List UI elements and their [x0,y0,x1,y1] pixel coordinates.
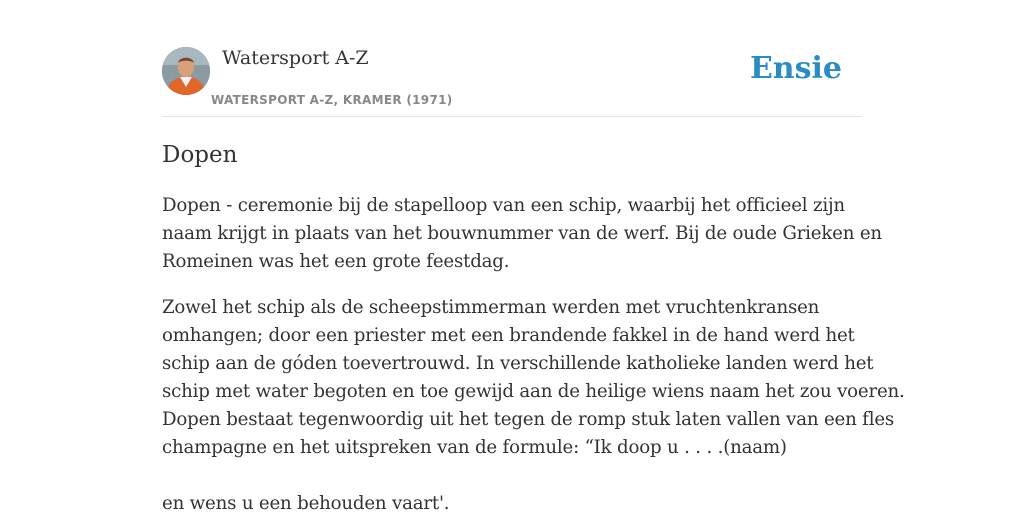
text-line: schip met water begoten en toe gewijd aan de heilige wiens naam het zou voeren. [162,381,905,402]
paragraph [162,294,905,512]
text-line: naam krijgt in plaats van het bouwnummer van de werf. Bij de oude Grieken en [162,223,882,244]
paragraph [162,192,882,276]
text-line: champagne en het uitspreken van de formule: “Ik doop u . . . .(naam) [162,437,787,458]
source-reference[interactable]: WATERSPORT A-Z, KRAMER (1971) [211,93,453,107]
text-line: Romeinen was het een grote feestdag. [162,251,510,272]
ensie-logo[interactable]: Ensie [749,51,842,86]
article-title: Dopen [162,142,238,168]
text-line: omhangen; door een priester met een brandende fakkel in de hand werd het [162,325,855,346]
article-page [162,0,905,512]
line-break [162,462,868,490]
text-line: Zowel het schip als de scheepstimmerman werden met vruchtenkransen [162,297,820,318]
avatar-photo-icon [162,47,210,95]
text-line: schip aan de góden toevertrouwd. In verschillende katholieke landen werd het [162,353,874,374]
article-header [162,0,862,117]
text-line: Dopen - ceremonie bij de stapelloop van een schip, waarbij het officieel zijn [162,195,845,216]
text-line: en wens u een behouden vaart'. [162,493,450,512]
text-line: Dopen bestaat tegenwoordig uit het tegen de romp stuk laten vallen van een fles [162,409,895,430]
author-name[interactable]: Watersport A-Z [222,47,369,69]
article-body [162,192,905,512]
avatar[interactable] [162,47,210,95]
